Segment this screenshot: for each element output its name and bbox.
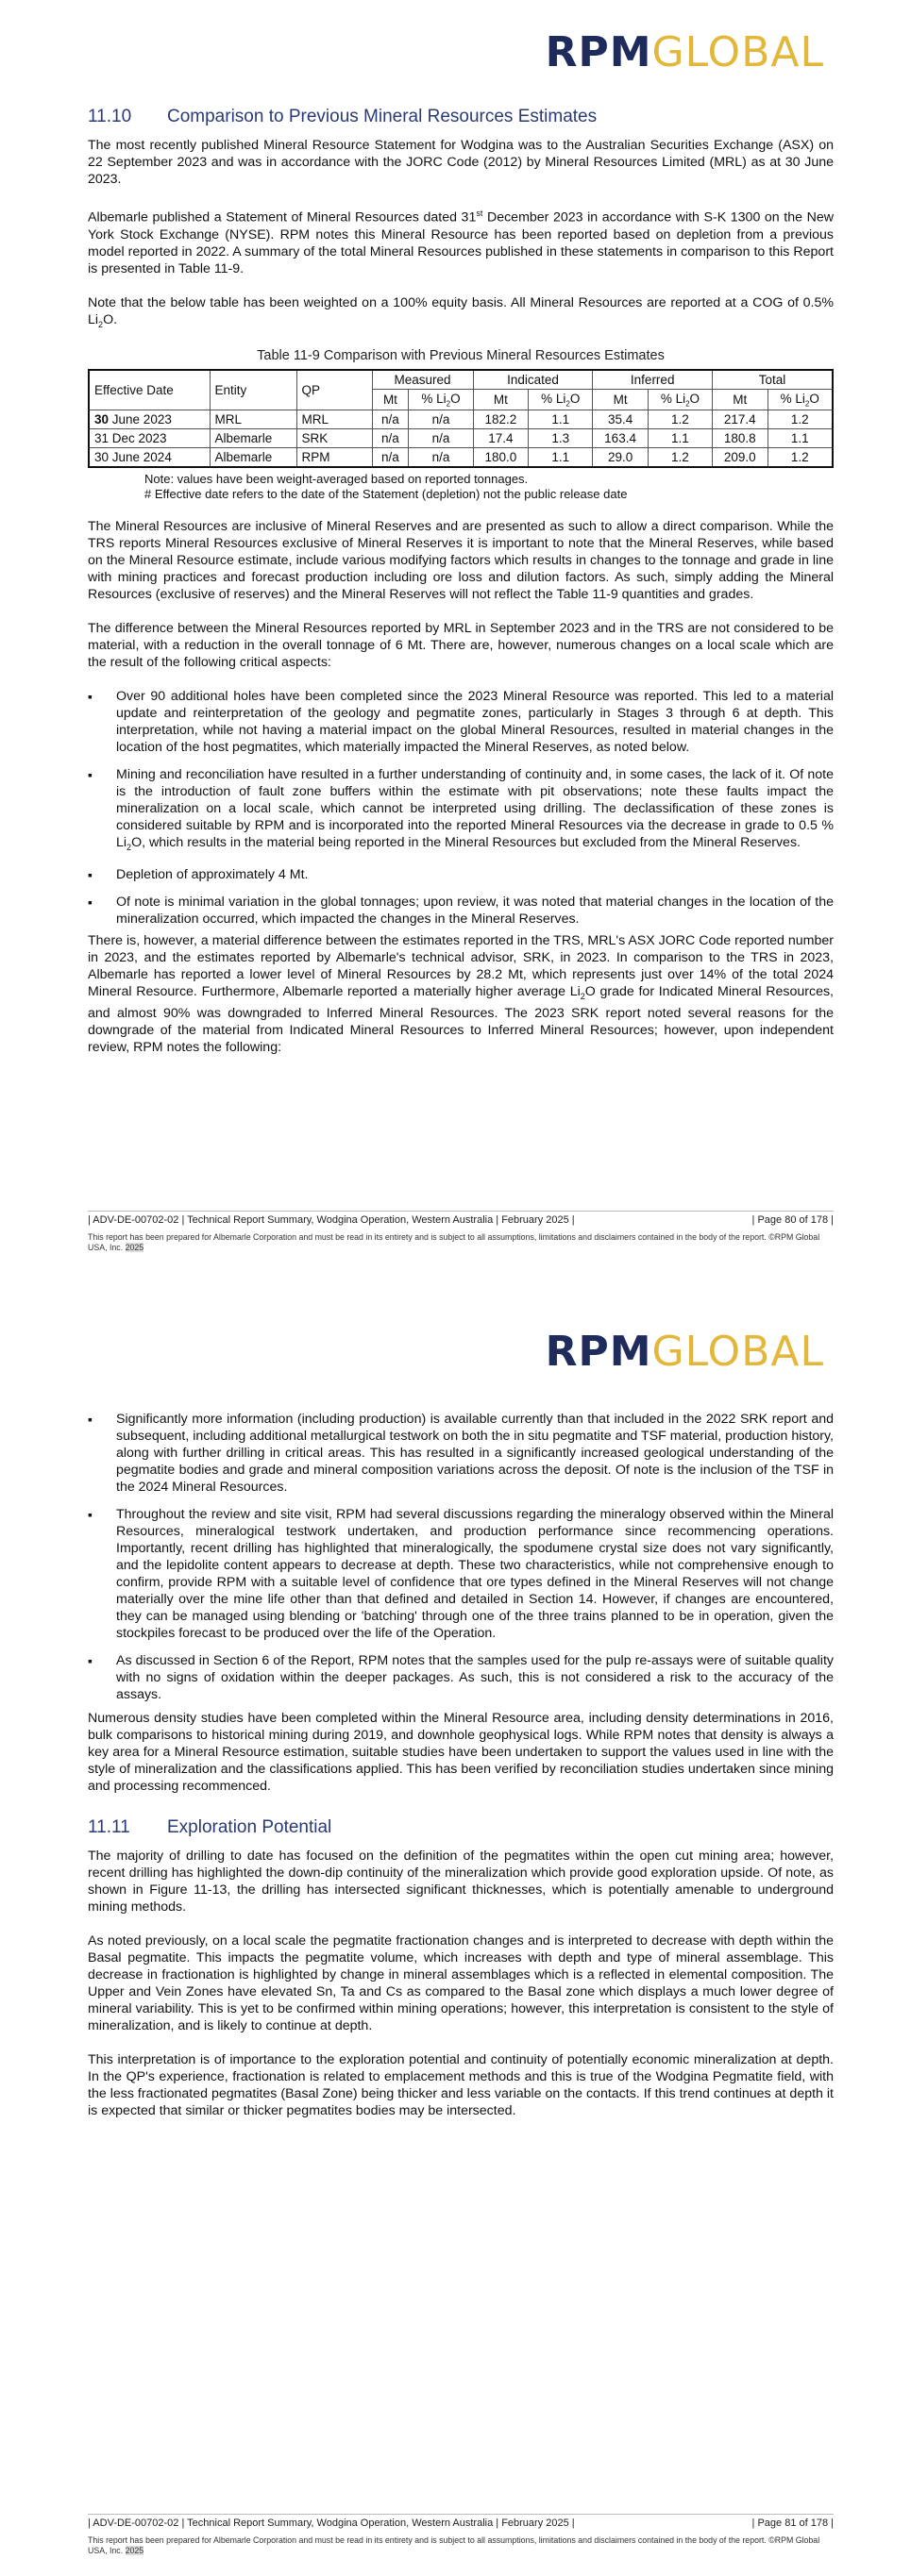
- value-cell: 1.2: [768, 410, 833, 429]
- value-cell: 35.4: [593, 410, 649, 429]
- value-cell: n/a: [409, 448, 473, 468]
- column-group-header: Inferred: [593, 370, 713, 390]
- page-number: | Page 81 of 178 |: [751, 2517, 834, 2529]
- paragraph: Numerous density studies have been completed within the Mineral Resource area, including density determinations in 2016, bulk comparisons to historical mining during 2019, and downhole geophysical logs. While RPM notes that density is always a key area for a Mineral Resource estimation, suitable studies have been undertaken to support the values used in line with the style of mineralization and the classifications applied. This has been verified by reconciliation studies undertaken since mining and processing recommenced.: [88, 1711, 834, 1794]
- paragraph: Note that the below table has been weighted on a 100% equity basis. All Mineral Resources are reported at a COG of 0.5% $Li_2O$.: [88, 294, 834, 329]
- disclaimer: This report has been prepared for Albemarle Corporation and must be read in its entirety and is subject to all assumptions, limitations and disclaimers contained in the body of the report. ©RPM Global USA, Inc. 2025: [88, 1232, 820, 1252]
- page-body: [88, 107, 834, 1056]
- sub-header: Mt: [473, 389, 529, 410]
- column-header: QP: [296, 370, 372, 410]
- column-group-header: Total: [713, 370, 833, 390]
- page-body: [88, 1411, 834, 2119]
- bullet-list: [88, 688, 834, 928]
- value-cell: 1.2: [648, 448, 712, 468]
- value-cell: 1.3: [529, 429, 593, 448]
- bullet-list: [88, 1411, 834, 1703]
- table-row: [89, 429, 833, 448]
- sub-header: Mt: [713, 389, 768, 410]
- value-cell: 209.0: [713, 448, 768, 468]
- paragraph: The most recently published Mineral Resource Statement for Wodgina was to the Australian Securities Exchange (ASX) on 22 September 2023 and was in accordance with the JORC Code (2012) by Mineral Resources Limited (MRL) as at 30 June 2023.: [88, 138, 834, 187]
- section-heading: 11.10 Comparison to Previous Mineral Resources Estimates: [88, 107, 598, 126]
- table-caption: Table 11-9 Comparison with Previous Mineral Resources Estimates: [257, 347, 665, 363]
- table-row: [89, 448, 833, 468]
- value-cell: 17.4: [473, 429, 529, 448]
- qp-cell: SRK: [296, 429, 372, 448]
- value-cell: n/a: [372, 410, 409, 429]
- comparison-table: [88, 369, 834, 469]
- list-item: ▪ Of note is minimal variation in the global tonnages; upon review, it was noted that material changes in the location of the mineralization occurred, which impacted the changes in the Mineral Reserves.: [88, 894, 834, 928]
- value-cell: 1.2: [648, 410, 712, 429]
- list-item: ▪ Depletion of approximately 4 Mt.: [88, 866, 834, 883]
- footer-reference: | ADV-DE-00702-02 | Technical Report Summary, Wodgina Operation, Western Australia | February 2025 |: [88, 1214, 575, 1226]
- date-cell: 31 Dec 2023: [89, 429, 210, 448]
- paragraph: There is, however, a material difference between the estimates reported in the TRS, MRL's ASX JORC Code reported number in 2023, and the estimates reported by Albemarle's technical advisor, SRK, in 2023. In comparison to the TRS in 2023, Albemarle has reported a lower level of Mineral Resources by 28.2 Mt, which represents just over 14% of the total 2024 Mineral Resource. Furthermore, Albemarle reported a materially higher average $Li_2O$ grade for Indicated Mineral Resources, and almost 90% was downgraded to Inferred Mineral Resources. The 2023 SRK report noted several reasons for the downgrade of the material from Indicated Mineral Resources to Inferred Mineral Resources; however, upon independent review, RPM notes the following:: [88, 933, 834, 1055]
- section-heading: 11.11 Exploration Potential: [88, 1817, 332, 1837]
- entity-cell: Albemarle: [210, 448, 296, 468]
- sub-header: Mt: [372, 389, 409, 410]
- value-cell: 217.4: [713, 410, 768, 429]
- rpm-global-logo: RPMGLOBAL: [545, 28, 824, 76]
- value-cell: 163.4: [593, 429, 649, 448]
- document-page: [0, 1288, 911, 2576]
- value-cell: 1.1: [648, 429, 712, 448]
- table-note: # Effective date refers to the date of the Statement (depletion) not the public release date: [144, 487, 628, 502]
- value-cell: n/a: [409, 429, 473, 448]
- column-group-header: Measured: [372, 370, 473, 390]
- table-row: [89, 410, 833, 429]
- value-cell: 1.1: [529, 410, 593, 429]
- qp-cell: MRL: [296, 410, 372, 429]
- column-header: Effective Date: [89, 370, 210, 410]
- qp-cell: RPM: [296, 448, 372, 468]
- entity-cell: Albemarle: [210, 429, 296, 448]
- table-note: Note: values have been weight-averaged based on reported tonnages.: [144, 472, 529, 487]
- date-cell: 30 June 2023: [89, 410, 210, 429]
- entity-cell: MRL: [210, 410, 296, 429]
- paragraph: As noted previously, on a local scale the pegmatite fractionation changes and is interpreted to decrease with depth within the Basal pegmatite. This impacts the pegmatite volume, which increases with depth and type of mineral assemblage. This decrease in fractionation is highlighted by change in mineral assemblages which is a reflected in elemental composition. The Upper and Vein Zones have elevated Sn, Ta and Cs as compared to the Basal zone which displays a much lower degree of mineral variability. This is yet to be confirmed within mining operations; however, this interpretation is consistent to the style of mineralization, and is likely to continue at depth.: [88, 1933, 834, 2033]
- list-item: ▪ Significantly more information (including production) is available currently than that included in the 2022 SRK report and subsequent, including additional metallurgical testwork on both the in situ pegmatite and TSF material, production history, along with further drilling in critical areas. This has resulted in a significantly increased geological understanding of the pegmatite bodies and grade and mineral composition variations across the deposit. Of note is the inclusion of the TSF in the 2024 Mineral Resources.: [88, 1411, 834, 1496]
- value-cell: 182.2: [473, 410, 529, 429]
- page-number: | Page 80 of 178 |: [751, 1214, 834, 1226]
- sub-header: % $Li_2O$: [409, 389, 473, 410]
- sub-header: Mt: [593, 389, 649, 410]
- column-header: Entity: [210, 370, 296, 410]
- sub-header: % $Li_2O$: [648, 389, 712, 410]
- value-cell: n/a: [409, 410, 473, 429]
- sub-header: % $Li_2O$: [768, 389, 833, 410]
- page-footer: [88, 2514, 834, 2556]
- value-cell: 1.2: [768, 448, 833, 468]
- paragraph: The difference between the Mineral Resources reported by MRL in September 2023 and in the TRS are not considered to be material, with a reduction in the overall tonnage of 6 Mt. There are, however, numerous changes on a local scale which are the result of the following critical aspects:: [88, 621, 834, 671]
- list-item: ▪ Throughout the review and site visit, RPM had several discussions regarding the mineralogy observed within the Mineral Resources, mineralogical testwork undertaken, and production performance since recommencing operations. Importantly, recent drilling has highlighted that mineralogically, the spodumene crystal size does not vary significantly, and the lepidolite content appears to decrease at depth. These two characteristics, while not comprehensive enough to confirm, provide RPM with a suitable level of confidence that ore types defined in the Mineral Reserves will not change materially over the mine life other than that defined and detailed in Section 14. However, if changes are encountered, they can be managed using blending or 'batching' through one of the three trains planned to be in operation, given the stockpiles forecast to be produced over the life of the Operation.: [88, 1506, 834, 1642]
- value-cell: 29.0: [593, 448, 649, 468]
- paragraph: The Mineral Resources are inclusive of Mineral Reserves and are presented as such to allow a direct comparison. While the TRS reports Mineral Resources exclusive of Mineral Reserves it is important to note that the Mineral Reserves, while based on the Mineral Resource estimate, include various modifying factors which results in changes to the tonnage and grade in line with mining practices and forecast production including ore loss and dilution factors. As such, simply adding the Mineral Resources (exclusive of reserves) and the Mineral Reserves will not reflect the Table 11-9 quantities and grades.: [88, 519, 834, 603]
- rpm-global-logo: RPMGLOBAL: [545, 1328, 824, 1376]
- list-item: ▪ Mining and reconciliation have resulted in a further understanding of continuity and, in some cases, the lack of it. Of note is the introduction of fault zone buffers within the estimate with pit observations; note these faults impact the mineralization on a local scale, which cannot be interpreted using drilling. The declassification of these zones is considered suitable by RPM and is incorporated into the reported Mineral Resources via the decrease in grade to 0.5 % $Li_2O$, which results in the material being reported in the Mineral Resources but excluded from the Mineral Reserves.: [88, 766, 834, 856]
- footer-reference: | ADV-DE-00702-02 | Technical Report Summary, Wodgina Operation, Western Australia | February 2025 |: [88, 2517, 575, 2529]
- list-item: ▪ As discussed in Section 6 of the Report, RPM notes that the samples used for the pulp re-assays were of suitable quality with no signs of oxidation within the deeper packages. As such, this is not considered a risk to the accuracy of the assays.: [88, 1652, 834, 1703]
- value-cell: 180.0: [473, 448, 529, 468]
- date-cell: 30 June 2024: [89, 448, 210, 468]
- paragraph: Albemarle published a Statement of Mineral Resources dated 31st December 2023 in accordance with S-K 1300 on the New York Stock Exchange (NYSE). RPM notes this Mineral Resource has been reported based on depletion from a previous model reported in 2022. A summary of the total Mineral Resources published in these statements in comparison to this Report is presented in Table 11-9.: [88, 209, 834, 276]
- paragraph: The majority of drilling to date has focused on the definition of the pegmatites within the open cut mining area; however, recent drilling has highlighted the down-dip continuity of the mineralization which provide good exploration upside. Of note, as shown in Figure 11-13, the drilling has intersected significant thicknesses, which is potentially amenable to underground mining methods.: [88, 1848, 834, 1915]
- column-group-header: Indicated: [473, 370, 593, 390]
- value-cell: 1.1: [529, 448, 593, 468]
- value-cell: 180.8: [713, 429, 768, 448]
- list-item: ▪ Over 90 additional holes have been completed since the 2023 Mineral Resource was reported. This led to a material update and reinterpretation of the geology and pegmatite zones, particularly in Stages 3 through 6 at depth. This interpretation, while not having a material impact on the global Mineral Resources, resulted in material changes in the location of the host pegmatites, which materially impacted the Mineral Reserves, as noted below.: [88, 688, 834, 756]
- value-cell: 1.1: [768, 429, 833, 448]
- page-footer: [88, 1211, 834, 1253]
- value-cell: n/a: [372, 448, 409, 468]
- value-cell: n/a: [372, 429, 409, 448]
- disclaimer: This report has been prepared for Albemarle Corporation and must be read in its entirety and is subject to all assumptions, limitations and disclaimers contained in the body of the report. ©RPM Global USA, Inc. 2025: [88, 2535, 820, 2555]
- sub-header: % $Li_2O$: [529, 389, 593, 410]
- paragraph: This interpretation is of importance to the exploration potential and continuity of potentially economic mineralization at depth. In the QP's experience, fractionation is related to emplacement methods and this is true of the Wodgina Pegmatite field, with the less fractionated pegmatites (Basal Zone) being thicker and less variable on the contacts. If this trend continues at depth it is expected that similar or thicker pegmatites bodies may be intersected.: [88, 2052, 834, 2118]
